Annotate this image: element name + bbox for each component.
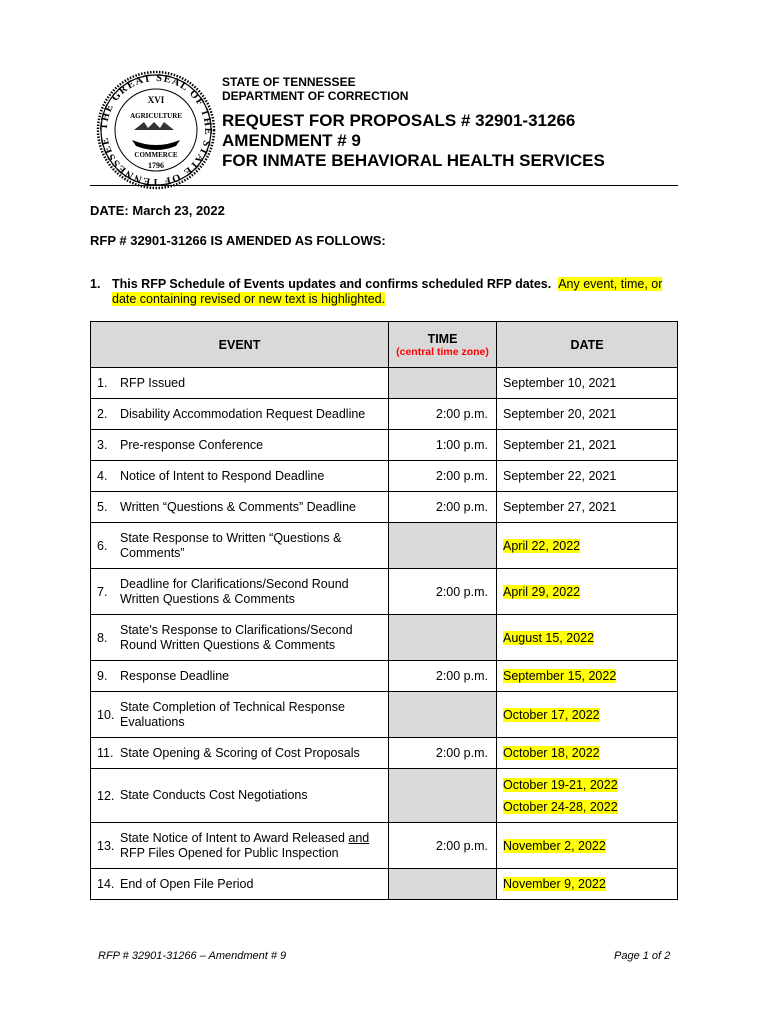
header-time (389, 322, 497, 368)
event-name: Notice of Intent to Respond Deadline (120, 468, 325, 483)
time-cell (389, 692, 497, 738)
amended-statement: RFP # 32901-31266 IS AMENDED AS FOLLOWS: (90, 233, 386, 248)
date-cell (497, 492, 678, 523)
time-cell (389, 769, 497, 823)
item-number: 1. (90, 277, 101, 291)
document-date: DATE: March 23, 2022 (90, 203, 225, 218)
table-row (91, 823, 678, 869)
row-number: 9. (97, 669, 108, 683)
schedule-of-events-table (90, 321, 678, 900)
event-name: Response Deadline (120, 668, 230, 683)
item-text-main: This RFP Schedule of Events updates and confirms scheduled RFP dates. (112, 277, 552, 291)
table-row (91, 661, 678, 692)
services-title: FOR INMATE BEHAVIORAL HEALTH SERVICES (222, 151, 605, 170)
date-cell (497, 869, 678, 900)
table-row (91, 461, 678, 492)
event-name: Deadline for Clarifications/Second Round Written Questions & Comments (120, 576, 349, 606)
date-cell (497, 615, 678, 661)
date-cell (497, 523, 678, 569)
date-cell (497, 692, 678, 738)
timezone-note: (central time zone) (396, 345, 489, 358)
time-cell: 2:00 p.m. (389, 661, 497, 692)
event-name-underlined: and (348, 830, 370, 845)
time-cell: 2:00 p.m. (389, 399, 497, 430)
event-name-part: RFP Files Opened for Public Inspection (120, 845, 339, 860)
time-cell: 2:00 p.m. (389, 492, 497, 523)
seal-commerce-text: COMMERCE (134, 151, 178, 159)
time-cell: 2:00 p.m. (389, 461, 497, 492)
event-name: State Completion of Technical Response Evaluations (120, 699, 345, 729)
footer-document-id: RFP # 32901-31266 – Amendment # 9 (98, 950, 287, 962)
row-number: 2. (97, 407, 108, 421)
date-cell (497, 368, 678, 399)
date-cell (497, 569, 678, 615)
row-number: 13. (97, 838, 115, 853)
table-row (91, 523, 678, 569)
header-time-label: TIME (427, 331, 458, 346)
tennessee-state-seal (96, 70, 216, 190)
date-value: September 10, 2021 (503, 376, 617, 390)
date-cell (497, 738, 678, 769)
date-cell (497, 461, 678, 492)
table-row (91, 615, 678, 661)
date-value: September 21, 2021 (503, 438, 617, 452)
date-value-highlighted: October 19-21, 2022 (503, 777, 618, 792)
state-name: STATE OF TENNESSEE (222, 75, 356, 89)
row-number: 14. (97, 877, 115, 891)
time-cell: 2:00 p.m. (389, 823, 497, 869)
event-name: State Opening & Scoring of Cost Proposals (120, 745, 360, 760)
event-name: End of Open File Period (120, 876, 254, 891)
seal-ring-text: THE GREAT SEAL OF THE STATE OF TENNESSEE (98, 72, 214, 188)
footer-page-number: Page 1 of 2 (614, 950, 671, 962)
row-number: 1. (97, 376, 108, 390)
time-cell (389, 368, 497, 399)
event-name: State Response to Written “Questions & Comments” (120, 530, 342, 560)
row-number: 7. (97, 584, 108, 599)
date-value-highlighted: October 17, 2022 (503, 707, 600, 722)
department-name: DEPARTMENT OF CORRECTION (222, 89, 409, 103)
date-value-highlighted: April 29, 2022 (503, 584, 581, 599)
header-date: DATE (497, 322, 678, 368)
time-cell (389, 869, 497, 900)
table-row (91, 492, 678, 523)
date-value-highlighted: November 9, 2022 (503, 877, 606, 891)
table-row (91, 399, 678, 430)
row-number: 4. (97, 469, 108, 483)
row-number: 10. (97, 707, 115, 722)
highlighted-note: Any event, time, or date containing revised or new text is highlighted. (112, 277, 663, 306)
table-row (91, 738, 678, 769)
date-cell (497, 769, 678, 823)
date-cell (497, 430, 678, 461)
event-name: Written “Questions & Comments” Deadline (120, 499, 356, 514)
row-number: 12. (97, 788, 115, 803)
date-value-highlighted: April 22, 2022 (503, 538, 581, 553)
event-name: State Conducts Cost Negotiations (120, 788, 308, 802)
time-cell (389, 523, 497, 569)
event-name: State’s Response to Clarifications/Second Round Written Questions & Comments (120, 622, 353, 652)
event-name: Pre-response Conference (120, 437, 264, 452)
seal-roman-numeral: XVI (147, 95, 165, 105)
time-cell: 1:00 p.m. (389, 430, 497, 461)
date-value-highlighted: September 15, 2022 (503, 669, 617, 683)
date-value: September 20, 2021 (503, 407, 617, 421)
date-value-highlighted: October 24-28, 2022 (503, 799, 618, 814)
table-header-row (91, 322, 678, 368)
event-name (120, 831, 382, 861)
row-number: 6. (97, 538, 108, 553)
date-value: September 22, 2021 (503, 469, 617, 483)
table-row (91, 430, 678, 461)
date-value-highlighted: October 18, 2022 (503, 746, 600, 760)
date-value: September 27, 2021 (503, 500, 617, 514)
date-value-highlighted: August 15, 2022 (503, 630, 595, 645)
event-name: RFP Issued (120, 375, 186, 390)
item-text (112, 277, 672, 307)
seal-agriculture-text: AGRICULTURE (130, 112, 182, 120)
time-cell (389, 615, 497, 661)
amendment-title: AMENDMENT # 9 (222, 131, 361, 150)
time-cell: 2:00 p.m. (389, 569, 497, 615)
date-cell (497, 823, 678, 869)
time-cell: 2:00 p.m. (389, 738, 497, 769)
date-value-highlighted: November 2, 2022 (503, 838, 606, 853)
row-number: 11. (97, 746, 114, 760)
date-cell (497, 661, 678, 692)
table-row (91, 869, 678, 900)
header-divider (90, 185, 678, 186)
row-number: 5. (97, 500, 108, 514)
date-cell (497, 399, 678, 430)
event-name-part: State Notice of Intent to Award Released (120, 830, 349, 845)
table-row (91, 368, 678, 399)
event-name: Disability Accommodation Request Deadline (120, 406, 366, 421)
table-row (91, 569, 678, 615)
seal-year: 1796 (148, 161, 164, 170)
table-row (91, 769, 678, 823)
header-event: EVENT (91, 322, 389, 368)
row-number: 8. (97, 630, 108, 645)
rfp-title: REQUEST FOR PROPOSALS # 32901-31266 (222, 111, 576, 130)
row-number: 3. (97, 438, 108, 452)
table-row (91, 692, 678, 738)
